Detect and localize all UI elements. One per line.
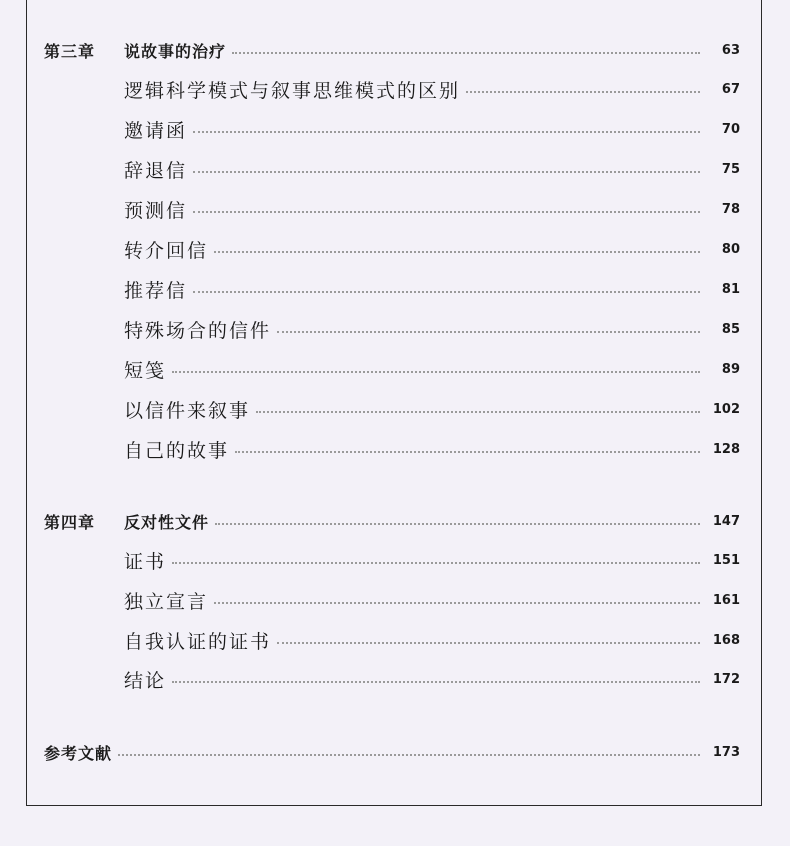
section-page: 78 — [721, 201, 740, 217]
section-title: 短笺 — [124, 359, 167, 382]
section-page: 67 — [721, 81, 740, 97]
references-title: 参考文献 — [44, 743, 113, 763]
dot-leader — [193, 291, 700, 293]
dot-leader — [172, 681, 700, 683]
dot-leader — [215, 523, 700, 525]
toc-entry[interactable] — [44, 316, 740, 342]
toc-entry[interactable] — [44, 196, 740, 222]
section-page: 102 — [712, 401, 740, 417]
section-page: 81 — [721, 281, 740, 297]
dot-leader — [256, 411, 700, 413]
section-title: 结论 — [124, 669, 167, 692]
section-page: 161 — [712, 592, 740, 608]
chapter-4-title: 反对性文件 — [124, 512, 210, 532]
section-title: 辞退信 — [124, 159, 188, 182]
section-title: 自己的故事 — [124, 439, 230, 462]
chapter-3-label: 第三章 — [44, 41, 96, 61]
chapter-4-page: 147 — [712, 513, 740, 529]
section-page: 85 — [721, 321, 740, 337]
section-page: 70 — [721, 121, 740, 137]
section-title: 证书 — [124, 550, 167, 573]
toc-entry[interactable] — [44, 436, 740, 462]
chapter-4-entry[interactable] — [44, 508, 740, 534]
dot-leader — [277, 331, 700, 333]
section-page: 151 — [712, 552, 740, 568]
chapter-3-page: 63 — [721, 42, 740, 58]
dot-leader — [172, 562, 700, 564]
section-page: 75 — [721, 161, 740, 177]
dot-leader — [118, 754, 700, 756]
toc-entry[interactable] — [44, 276, 740, 302]
dot-leader — [214, 602, 700, 604]
section-title: 以信件来叙事 — [124, 399, 251, 422]
section-title: 逻辑科学模式与叙事思维模式的区别 — [124, 79, 461, 102]
toc-entry[interactable] — [44, 236, 740, 262]
toc-entry[interactable] — [44, 627, 740, 653]
section-page: 128 — [712, 441, 740, 457]
dot-leader — [193, 131, 700, 133]
toc-entry[interactable] — [44, 396, 740, 422]
toc-entry[interactable] — [44, 666, 740, 692]
references-entry[interactable] — [44, 739, 740, 765]
toc-entry[interactable] — [44, 76, 740, 102]
dot-leader — [466, 91, 700, 93]
toc-entry[interactable] — [44, 156, 740, 182]
section-title: 独立宣言 — [124, 590, 209, 613]
dot-leader — [277, 642, 700, 644]
toc-entry[interactable] — [44, 356, 740, 382]
section-page: 89 — [721, 361, 740, 377]
section-title: 预测信 — [124, 199, 188, 222]
toc-entry[interactable] — [44, 587, 740, 613]
section-title: 邀请函 — [124, 119, 188, 142]
section-title: 自我认证的证书 — [124, 630, 272, 653]
toc-entry[interactable] — [44, 116, 740, 142]
dot-leader — [214, 251, 700, 253]
dot-leader — [172, 371, 700, 373]
chapter-3-entry[interactable] — [44, 37, 740, 63]
dot-leader — [235, 451, 700, 453]
chapter-4-label: 第四章 — [44, 512, 96, 532]
section-page: 80 — [721, 241, 740, 257]
chapter-3-title: 说故事的治疗 — [124, 41, 227, 61]
section-title: 转介回信 — [124, 239, 209, 262]
references-page: 173 — [712, 744, 740, 760]
section-title: 特殊场合的信件 — [124, 319, 272, 342]
dot-leader — [193, 171, 700, 173]
dot-leader — [232, 52, 700, 54]
section-page: 172 — [712, 671, 740, 687]
section-page: 168 — [712, 632, 740, 648]
dot-leader — [193, 211, 700, 213]
section-title: 推荐信 — [124, 279, 188, 302]
toc-entry[interactable] — [44, 547, 740, 573]
